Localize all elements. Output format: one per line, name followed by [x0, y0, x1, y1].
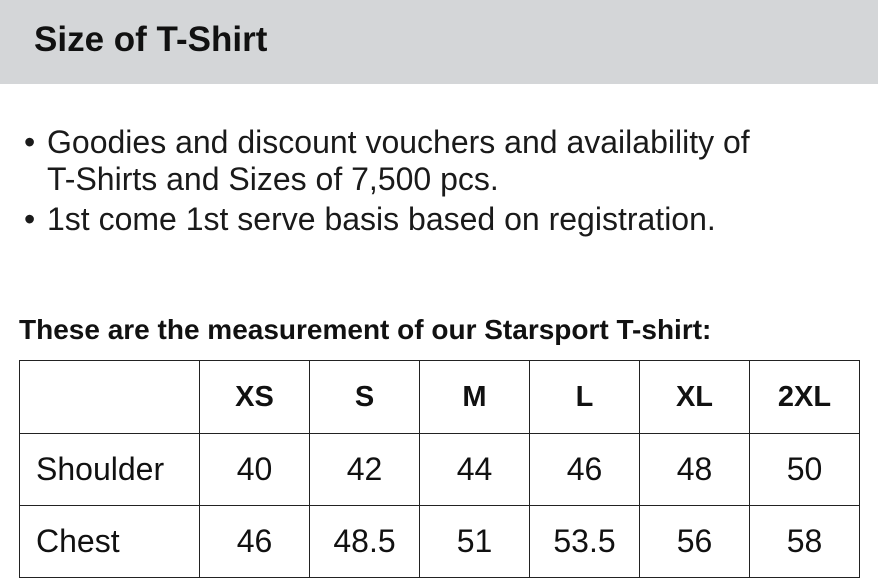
- table-cell: 58: [750, 506, 860, 578]
- header-cell-size: M: [420, 361, 530, 434]
- row-label: Shoulder: [20, 434, 200, 506]
- title-banner: [0, 0, 878, 84]
- table-cell: 48.5: [310, 506, 420, 578]
- bullet-text-line: Goodies and discount vouchers and availability of: [47, 124, 750, 160]
- bullet-text-line: 1st come 1st serve basis based on registration.: [47, 201, 716, 237]
- bullet-item-registration: [24, 201, 864, 238]
- table-cell: 48: [640, 434, 750, 506]
- table-caption: These are the measurement of our Starsport T-shirt:: [19, 314, 712, 345]
- table-cell: 46: [530, 434, 640, 506]
- table-row-chest: [20, 506, 860, 578]
- header-cell-size: XL: [640, 361, 750, 434]
- table-header-row: [20, 361, 860, 434]
- table-row-shoulder: [20, 434, 860, 506]
- bullet-text-line: T-Shirts and Sizes of 7,500 pcs.: [47, 161, 499, 197]
- header-cell-size: 2XL: [750, 361, 860, 434]
- table-cell: 50: [750, 434, 860, 506]
- header-cell-empty: [20, 361, 200, 434]
- bullet-icon: •: [24, 124, 36, 160]
- header-cell-size: L: [530, 361, 640, 434]
- table-cell: 40: [200, 434, 310, 506]
- header-cell-size: S: [310, 361, 420, 434]
- bullet-item-availability: [24, 124, 864, 198]
- bullet-icon: •: [24, 201, 36, 237]
- table-cell: 42: [310, 434, 420, 506]
- table-cell: 56: [640, 506, 750, 578]
- size-chart-table: [19, 360, 860, 578]
- header-cell-size: XS: [200, 361, 310, 434]
- table-cell: 51: [420, 506, 530, 578]
- table-cell: 46: [200, 506, 310, 578]
- page-title: Size of T-Shirt: [34, 20, 268, 59]
- table-cell: 44: [420, 434, 530, 506]
- table-cell: 53.5: [530, 506, 640, 578]
- row-label: Chest: [20, 506, 200, 578]
- info-bullet-list: [24, 124, 864, 238]
